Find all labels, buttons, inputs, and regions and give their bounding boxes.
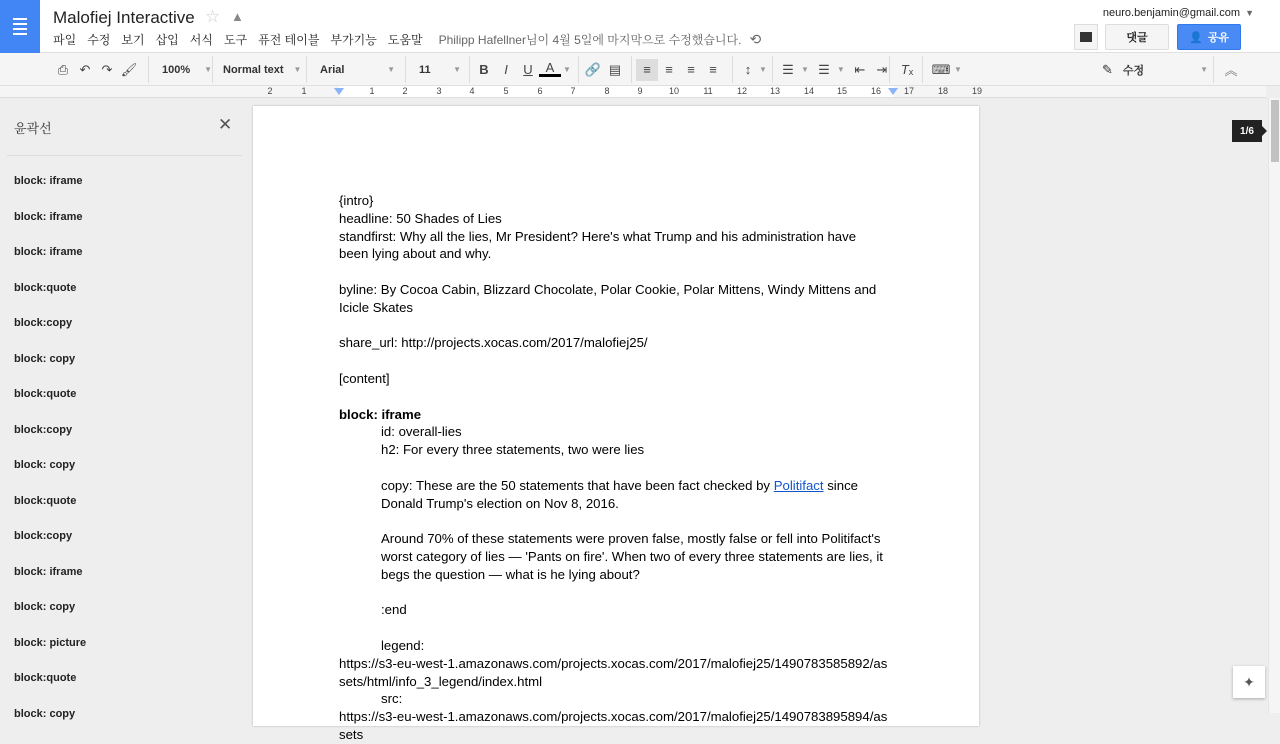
menu-edit[interactable]: 수정 xyxy=(87,33,111,47)
outline-item[interactable]: block: iframe xyxy=(14,246,83,258)
doc-line: https://s3-eu-west-1.amazonaws.com/projects.xocas.com/2017/malofiej25/1490783895894/assets xyxy=(339,709,888,742)
ruler-number: 1 xyxy=(301,86,307,96)
ruler-number: 5 xyxy=(503,86,509,96)
person-icon: 👤 xyxy=(1189,31,1203,44)
bold-icon[interactable]: B xyxy=(479,62,489,77)
outline-item[interactable]: block: picture xyxy=(14,636,87,649)
chevron-down-icon[interactable]: ▼ xyxy=(1245,8,1254,18)
app-header xyxy=(0,0,1280,53)
outline-item[interactable]: block:quote xyxy=(14,388,77,400)
ruler-number: 12 xyxy=(736,86,747,96)
pencil-icon: ✎ xyxy=(1102,61,1113,77)
menu-tools[interactable]: 도구 xyxy=(223,33,248,47)
ruler-number: 4 xyxy=(469,86,475,96)
page-indicator: 1/6 xyxy=(1232,120,1262,142)
scrollbar-thumb[interactable] xyxy=(1271,100,1279,162)
indent-marker-icon[interactable] xyxy=(888,88,898,100)
editing-mode-select[interactable]: ✎ 수정 ▼ xyxy=(1102,61,1208,77)
ruler-number: 16 xyxy=(870,86,881,96)
doc-line: {intro} xyxy=(339,193,374,208)
outline-item[interactable]: block:copy xyxy=(14,423,73,436)
doc-line: legend: xyxy=(381,637,425,653)
politifact-link[interactable]: Politifact xyxy=(773,477,824,493)
doc-text: since Donald Trump's election on Nov 8, 2016. xyxy=(381,477,858,511)
align-right-icon[interactable]: ≡ xyxy=(687,62,695,77)
doc-text: copy: These are the 50 statements that have been fact checked by xyxy=(381,477,774,493)
doc-line: src: xyxy=(381,691,403,707)
account-email[interactable]: neuro.benjamin@gmail.com xyxy=(1102,7,1240,19)
align-left-icon[interactable]: ≡ xyxy=(636,59,658,81)
bulleted-list-icon[interactable]: ☰ xyxy=(818,61,830,77)
doc-line: :end xyxy=(381,602,407,618)
doc-line xyxy=(339,477,889,513)
document-outline xyxy=(0,98,250,720)
document-body[interactable] xyxy=(339,192,889,744)
style-value: Normal text xyxy=(223,63,284,76)
outline-item[interactable]: block: copy xyxy=(14,459,76,471)
ruler-number: 13 xyxy=(769,86,780,96)
ruler-number: 9 xyxy=(637,86,643,96)
outline-item[interactable]: block: copy xyxy=(14,601,76,613)
clear-formatting-icon[interactable]: Tₓ xyxy=(900,62,914,77)
italic-icon[interactable]: I xyxy=(504,62,508,77)
undo-icon[interactable]: ↶ xyxy=(79,61,91,77)
ruler-number: 8 xyxy=(604,86,610,96)
doc-line: share_url: http://projects.xocas.com/2017/malofiej25/ xyxy=(339,335,648,351)
doc-line: [content] xyxy=(339,370,390,386)
doc-line: Around 70% of these statements were proven false, mostly false or fell into Politifact's worst category of lies — 'Pants on fire'. When two of every three statements are lies, it begs the question — what is he lying about? xyxy=(381,531,883,582)
outline-title: 윤곽선 xyxy=(14,121,52,136)
font-size-value: 11 xyxy=(419,63,431,76)
doc-line: byline: By Cocoa Cabin, Blizzard Chocolate, Polar Cookie, Polar Mittens, Windy Mittens and Icicle Skates xyxy=(339,281,877,315)
menu-bar xyxy=(53,31,423,48)
scrollbar[interactable] xyxy=(1268,98,1280,713)
document-title[interactable]: Malofiej Interactive xyxy=(53,8,195,27)
outline-item[interactable]: block:quote xyxy=(14,672,77,684)
font-select[interactable]: Arial ▼ xyxy=(320,63,395,76)
ruler-number: 18 xyxy=(937,86,948,96)
outline-item[interactable]: block: copy xyxy=(14,707,76,720)
paint-format-icon[interactable]: 🖌 xyxy=(120,61,138,77)
comments-icon[interactable] xyxy=(1074,24,1098,50)
doc-line: https://s3-eu-west-1.amazonaws.com/projects.xocas.com/2017/malofiej25/1490783585892/assets/html/info_3_legend/index.html xyxy=(339,655,888,689)
ruler-number: 2 xyxy=(402,86,408,96)
menu-view[interactable]: 보기 xyxy=(121,33,145,47)
ruler-number: 10 xyxy=(668,86,679,96)
outline-item[interactable]: block:copy xyxy=(14,317,73,329)
ruler-number: 3 xyxy=(436,86,442,96)
share-label: 공유 xyxy=(1207,32,1229,44)
outline-item[interactable]: block:copy xyxy=(14,530,73,542)
ruler-number: 7 xyxy=(570,86,576,96)
doc-line: id: overall-lies xyxy=(381,424,462,440)
align-center-icon[interactable]: ≡ xyxy=(665,62,673,77)
link-icon[interactable]: 🔗 xyxy=(584,61,602,77)
zoom-select[interactable]: 100% ▼ xyxy=(162,63,213,76)
star-icon[interactable]: ☆ xyxy=(205,7,221,26)
font-value: Arial xyxy=(320,63,345,76)
ruler-number: 11 xyxy=(703,86,713,96)
outline-item[interactable]: block: iframe xyxy=(14,565,83,578)
doc-line: h2: For every three statements, two were lies xyxy=(381,442,645,458)
menu-format[interactable]: 서식 xyxy=(189,33,213,47)
outline-item[interactable]: block:quote xyxy=(14,281,77,294)
align-justify-icon[interactable]: ≡ xyxy=(709,62,717,77)
outline-item[interactable]: block: copy xyxy=(14,352,76,365)
close-icon[interactable]: ✕ xyxy=(218,115,233,134)
underline-icon[interactable]: U xyxy=(523,62,533,77)
document-page[interactable] xyxy=(253,106,979,742)
line-spacing-icon[interactable]: ↕ xyxy=(744,62,752,77)
menu-file[interactable]: 파일 xyxy=(53,33,77,47)
font-size-select[interactable]: 11 ▼ xyxy=(419,63,461,76)
redo-icon[interactable]: ↷ xyxy=(101,61,113,77)
zoom-value: 100% xyxy=(162,63,191,76)
ruler-number: 15 xyxy=(836,86,847,96)
print-icon[interactable]: ⎙ xyxy=(57,61,69,77)
indent-marker-icon[interactable] xyxy=(334,88,344,100)
collapse-icon[interactable]: ︽ xyxy=(1224,63,1238,78)
keyboard-icon[interactable]: ⌨ xyxy=(931,61,951,77)
increase-indent-icon[interactable]: ⇥ xyxy=(876,61,888,77)
numbered-list-icon[interactable]: ☰ xyxy=(782,61,794,77)
comment-add-icon[interactable]: ▤ xyxy=(608,61,622,77)
doc-line: standfirst: Why all the lies, Mr President? Here's what Trump and his administration have been lying about and why. xyxy=(339,228,857,262)
ruler-number: 17 xyxy=(903,86,914,96)
last-edit-link[interactable]: Philipp Hafellner님이 4월 5일에 마지막으로 수정했습니다. xyxy=(438,33,742,47)
menu-table[interactable]: 퓨전 테이블 xyxy=(258,33,320,47)
menu-insert[interactable]: 삽입 xyxy=(155,33,179,47)
share-button[interactable] xyxy=(1177,24,1241,50)
outline-item[interactable]: block: iframe xyxy=(14,210,83,223)
ruler-number: 2 xyxy=(267,86,273,96)
outline-item[interactable]: block: iframe xyxy=(14,175,83,187)
move-to-folder-icon[interactable]: ▲ xyxy=(231,9,244,24)
menu-help[interactable]: 도움말 xyxy=(387,33,423,47)
menu-addons[interactable]: 부가기능 xyxy=(330,33,377,47)
doc-heading: block: iframe xyxy=(339,406,422,422)
history-icon[interactable]: ⟲ xyxy=(749,31,762,47)
decrease-indent-icon[interactable]: ⇤ xyxy=(854,61,866,77)
ruler[interactable] xyxy=(0,86,1266,98)
ruler-number: 14 xyxy=(803,86,814,96)
toolbar: ⎙ ↶ ↷ 🖌 100% ▼ Normal text ▼ Arial ▼ 11 ▼ B I U A ▼ 🔗 ▤ ≡ ≡ ≡ ≡ ↕ ▼ ☰ ▼ ☰ ▼ ⇤ ⇥ Tₓ ⌨ ▼ ✎ 수정 ▼ ︽ xyxy=(0,53,1280,86)
ruler-number: 19 xyxy=(971,86,982,96)
outline-item[interactable]: block:quote xyxy=(14,494,77,507)
ruler-number: 6 xyxy=(537,86,543,96)
comment-button[interactable]: 댓글 xyxy=(1105,24,1169,50)
style-select[interactable]: Normal text ▼ xyxy=(223,63,302,76)
ruler-number: 1 xyxy=(369,86,375,96)
menu-row xyxy=(53,31,1063,48)
doc-line: headline: 50 Shades of Lies xyxy=(339,210,502,226)
mode-value: 수정 xyxy=(1122,64,1145,77)
text-color-icon[interactable]: A xyxy=(539,62,561,77)
docs-logo-icon[interactable] xyxy=(0,0,40,53)
explore-icon[interactable]: ✦ xyxy=(1233,666,1265,698)
